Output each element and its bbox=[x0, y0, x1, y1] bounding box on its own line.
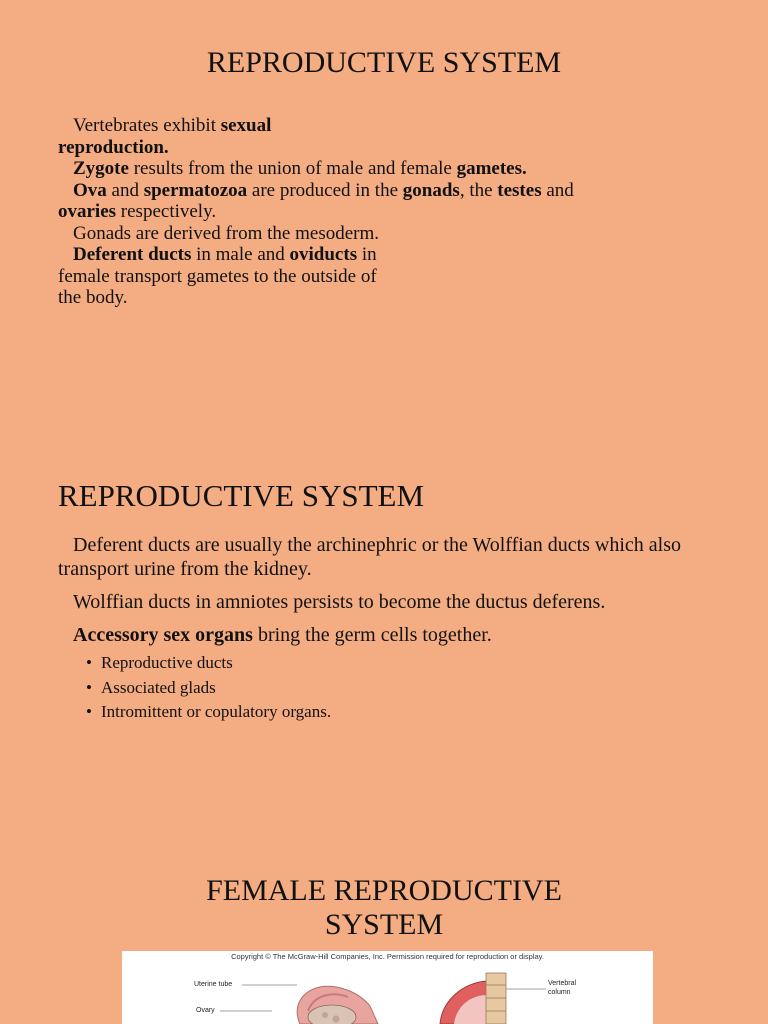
label-ovary: Ovary bbox=[196, 1007, 215, 1014]
list-item: Gonads are derived from the mesoderm. bbox=[73, 222, 380, 244]
list-item: Zygote results from the union of male and female gametes. bbox=[73, 158, 527, 179]
list-item: Accessory sex organs bring the germ cells together. • Reproductive ducts • Associated glads • Intromittent or copulatory organs. bbox=[58, 623, 718, 722]
anatomy-figure bbox=[122, 951, 653, 1024]
sub-list-item: • Associated glads bbox=[86, 677, 216, 697]
list-item: Deferent ducts in male and oviducts in female transport gametes to the outside of the body. bbox=[58, 244, 377, 308]
sub-list-item: • Intromittent or copulatory organs. bbox=[86, 702, 332, 721]
slide-3-title: FEMALE REPRODUCTIVE SYSTEM bbox=[206, 874, 562, 941]
list-item: Deferent ducts are usually the archinephric or the Wolffian ducts which also transport urine from the kidney. bbox=[58, 534, 681, 580]
label-vertebral: Vertebral bbox=[548, 980, 577, 987]
copyright-notice: Copyright © The McGraw-Hill Companies, Inc. Permission required for reproduction or display. bbox=[231, 952, 544, 961]
slide-1 bbox=[0, 0, 768, 420]
list-item: Vertebrates exhibit sexual reproduction. bbox=[58, 115, 272, 158]
label-uterine-tube: Uterine tube bbox=[194, 981, 233, 988]
label-column: column bbox=[548, 989, 571, 996]
bullet-dot-icon: • bbox=[86, 702, 92, 721]
list-item: Ova and spermatozoa are produced in the gonads, the testes and ovaries respectively. bbox=[58, 179, 574, 222]
slide-1-title: REPRODUCTIVE SYSTEM bbox=[206, 46, 562, 79]
sub-bullet-list bbox=[58, 653, 718, 722]
slide-2-title: REPRODUCTIVE SYSTEM bbox=[58, 478, 425, 513]
bullet-dot-icon: • bbox=[86, 653, 92, 672]
slide-1-bullet-list bbox=[58, 115, 658, 309]
list-item: Wolffian ducts in amniotes persists to become the ductus deferens. bbox=[73, 591, 606, 613]
bullet-dot-icon: • bbox=[86, 677, 92, 697]
sub-list-item: • Reproductive ducts bbox=[86, 653, 233, 672]
slide-2-bullet-list bbox=[58, 533, 718, 731]
